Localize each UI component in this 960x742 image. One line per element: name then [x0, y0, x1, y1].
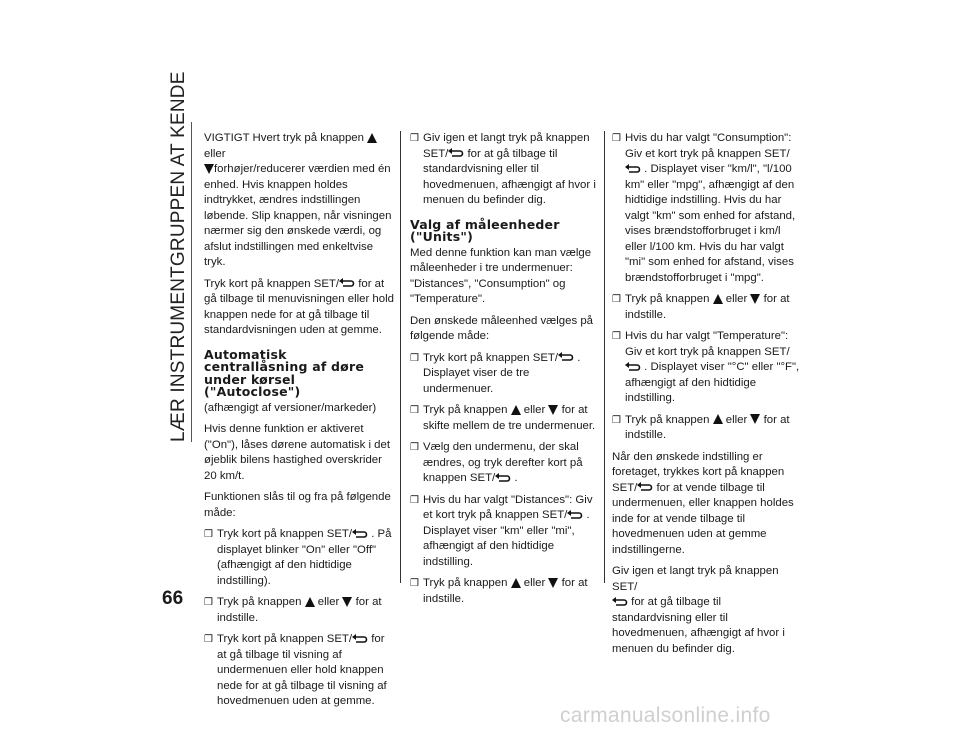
return-arrow-icon [612, 597, 628, 607]
text: Hvis du har valgt "Distances": Giv et kort tryk på knappen SET/ [423, 493, 593, 521]
text: Giv igen et langt tryk på knappen SET/ [423, 132, 590, 160]
bullet: ❒ [410, 494, 419, 506]
text: eller [725, 293, 748, 305]
column-2 [410, 131, 596, 613]
text: eller [523, 577, 546, 589]
list-item [410, 351, 596, 398]
text: . Displayet viser "km" eller "mi", afhængigt af den hidtidige indstilling. [423, 509, 590, 568]
list-item [410, 576, 596, 607]
text: . På displayet blinker "On" eller "Off" (afhængigt af den hidtidige indstilling). [217, 528, 392, 587]
text: for at gå tilbage til menuvisningen eller hold knappen nede for at gå tilbage til standardvisningen uden at gemme. [204, 277, 394, 336]
bullet: ❒ [612, 133, 621, 144]
triangle-down-icon [548, 578, 558, 588]
text: Tryk på knappen [217, 596, 305, 608]
text: eller [204, 147, 226, 160]
text: for at gå tilbage til standardvisning eller til hovedmenuen, afhængigt af hvor i menuen du befinder dig. [612, 596, 785, 655]
text: for at vende tilbage til undermenuen, eller knappen holdes inde for at vende tilbage til hovedmenuen uden at gemme indstillingerne. [612, 481, 794, 556]
column-1 [204, 131, 394, 716]
text: Tryk på knappen [625, 293, 713, 305]
return-arrow-icon [625, 164, 641, 174]
paragraph-tryk-kort [204, 277, 394, 339]
watermark: carmanualsonline.info [560, 704, 771, 727]
text: for at indstille. [423, 577, 588, 605]
return-arrow-icon [352, 634, 368, 644]
section-heading-units: Valg af måleenheder ("Units") [410, 216, 560, 244]
paragraph-units-info: Med denne funktion kan man vælge måleenheder i tre undermenuer: "Distances", "Consumption" og "Temperature". [410, 246, 592, 305]
text: Tryk kort på knappen SET/ [217, 633, 353, 645]
text: for at indstille. [625, 413, 790, 441]
column-divider [400, 131, 401, 583]
paragraph-procedure: Funktionen slås til og fra på følgende måde: [204, 491, 391, 519]
list-item [410, 131, 596, 209]
text: eller [317, 596, 340, 608]
text: for at gå tilbage til visning af undermenuen eller hold knappen nede for at gå tilbage til visning af hovedmenuen uden at gemme. [217, 633, 387, 707]
text: for at gå tilbage til standardvisning eller til hovedmenuen, afhængigt af hvor i menuen du befinder dig. [423, 147, 596, 206]
sidebar-divider [191, 122, 192, 442]
list-item [410, 493, 596, 571]
text: forhøjer/reducerer værdien med én enhed. Hvis knappen holdes indtrykket, ændres indstillingen løbende. Slip knappen, når visningen nærmer sig den ønskede værdi, og afslut indstillingen med enkeltvise tryk. [204, 163, 392, 268]
list-item [204, 595, 394, 626]
triangle-down-icon [548, 405, 558, 415]
return-arrow-icon [495, 473, 511, 483]
text: Tryk kort på knappen SET/ [204, 277, 340, 290]
return-arrow-icon [567, 510, 583, 520]
triangle-up-icon [713, 414, 723, 424]
list-item [612, 131, 802, 286]
paragraph-procedure: Den ønskede måleenhed vælges på følgende måde: [410, 314, 593, 342]
text: eller [725, 413, 748, 426]
paragraph-versions: (afhængigt af versioner/markeder) [204, 401, 377, 414]
bullet: ❒ [612, 294, 621, 305]
list-item [612, 292, 802, 323]
text: Giv igen et langt tryk på knappen SET/ [612, 565, 779, 593]
bullet: ❒ [204, 634, 213, 645]
text: Tryk på knappen [423, 577, 511, 589]
paragraph-long-press [612, 564, 802, 657]
return-arrow-icon [637, 482, 653, 492]
bullet: ❒ [410, 405, 419, 416]
text: Tryk på knappen [625, 413, 713, 426]
return-arrow-icon [339, 278, 355, 288]
triangle-up-icon [511, 405, 521, 415]
paragraph-autoclose-info: Hvis denne funktion er aktiveret ("On"), låses dørene automatisk i det øjeblik bilens hastighed overskrider 20 km/t. [204, 423, 390, 482]
sidebar-section-title: LÆR INSTRUMENTGRUPPEN AT KENDE [168, 71, 189, 442]
bullet: ❒ [410, 133, 419, 144]
return-arrow-icon [448, 148, 464, 158]
section-heading-autoclose: Automatisk centrallåsning af døre under kørsel ("Autoclose") [204, 346, 364, 399]
list-item [612, 329, 802, 407]
paragraph-confirm [612, 450, 802, 559]
text: . Displayet viser "°C" eller "°F", afhængigt af den hidtidige indstilling. [625, 361, 800, 404]
bullet: ❒ [204, 597, 213, 608]
bullet: ❒ [410, 442, 419, 453]
page-number: 66 [162, 588, 184, 609]
text: Tryk på knappen [423, 404, 511, 416]
triangle-up-icon [305, 597, 315, 607]
text: Når den ønskede indstilling er foretaget, trykkes kort på knappen SET/ [612, 450, 785, 494]
text: Hvis du har valgt "Consumption": Giv et kort tryk på knappen SET/ [625, 132, 792, 160]
triangle-up-icon [511, 578, 521, 588]
list-item [410, 403, 596, 434]
triangle-down-icon [750, 294, 760, 304]
return-arrow-icon [352, 529, 368, 539]
text: for at indstille. [217, 596, 382, 624]
bullet: ❒ [612, 414, 621, 426]
bullet: ❒ [204, 529, 213, 540]
text: Tryk kort på knappen SET/ [423, 351, 559, 364]
list-item [204, 527, 394, 589]
column-3 [612, 131, 802, 663]
paragraph-vigtigt [204, 131, 394, 271]
column-divider [604, 131, 605, 583]
text: Vælg den undermenu, der skal ændres, og tryk derefter kort på knappen SET/ [423, 441, 583, 484]
text: . [511, 472, 518, 484]
triangle-down-icon [204, 164, 214, 174]
text: for at skifte mellem de tre undermenuer. [423, 404, 596, 432]
text: Hvis du har valgt "Temperature": Giv et kort tryk på knappen SET/ [625, 330, 790, 358]
triangle-up-icon [713, 294, 723, 304]
triangle-down-icon [750, 414, 760, 424]
bullet: ❒ [612, 331, 621, 342]
text: . Displayet viser de tre undermenuer. [423, 351, 581, 395]
text: Tryk kort på knappen SET/ [217, 528, 353, 540]
text: VIGTIGT Hvert tryk på knappen [204, 132, 368, 144]
list-item [204, 632, 394, 710]
bullet: ❒ [410, 578, 419, 589]
triangle-up-icon [367, 133, 377, 143]
return-arrow-icon [625, 362, 641, 372]
triangle-down-icon [342, 597, 352, 607]
text: for at indstille. [625, 293, 790, 321]
text: eller [523, 404, 546, 416]
text: . Displayet viser "km/l", "l/100 km" eller "mpg", afhængigt af den hidtidige indstilling. Hvis du har valgt "km" som enhed for afstand, vises brændstofforbruget i km/l eller l/100 km. Hvis du har valgt "mi" som enhed for afstand, vises brændstofforbruget i "mpg". [625, 163, 796, 284]
bullet: ❒ [410, 352, 419, 364]
list-item [410, 440, 596, 487]
list-item [612, 413, 802, 444]
return-arrow-icon [558, 352, 574, 362]
